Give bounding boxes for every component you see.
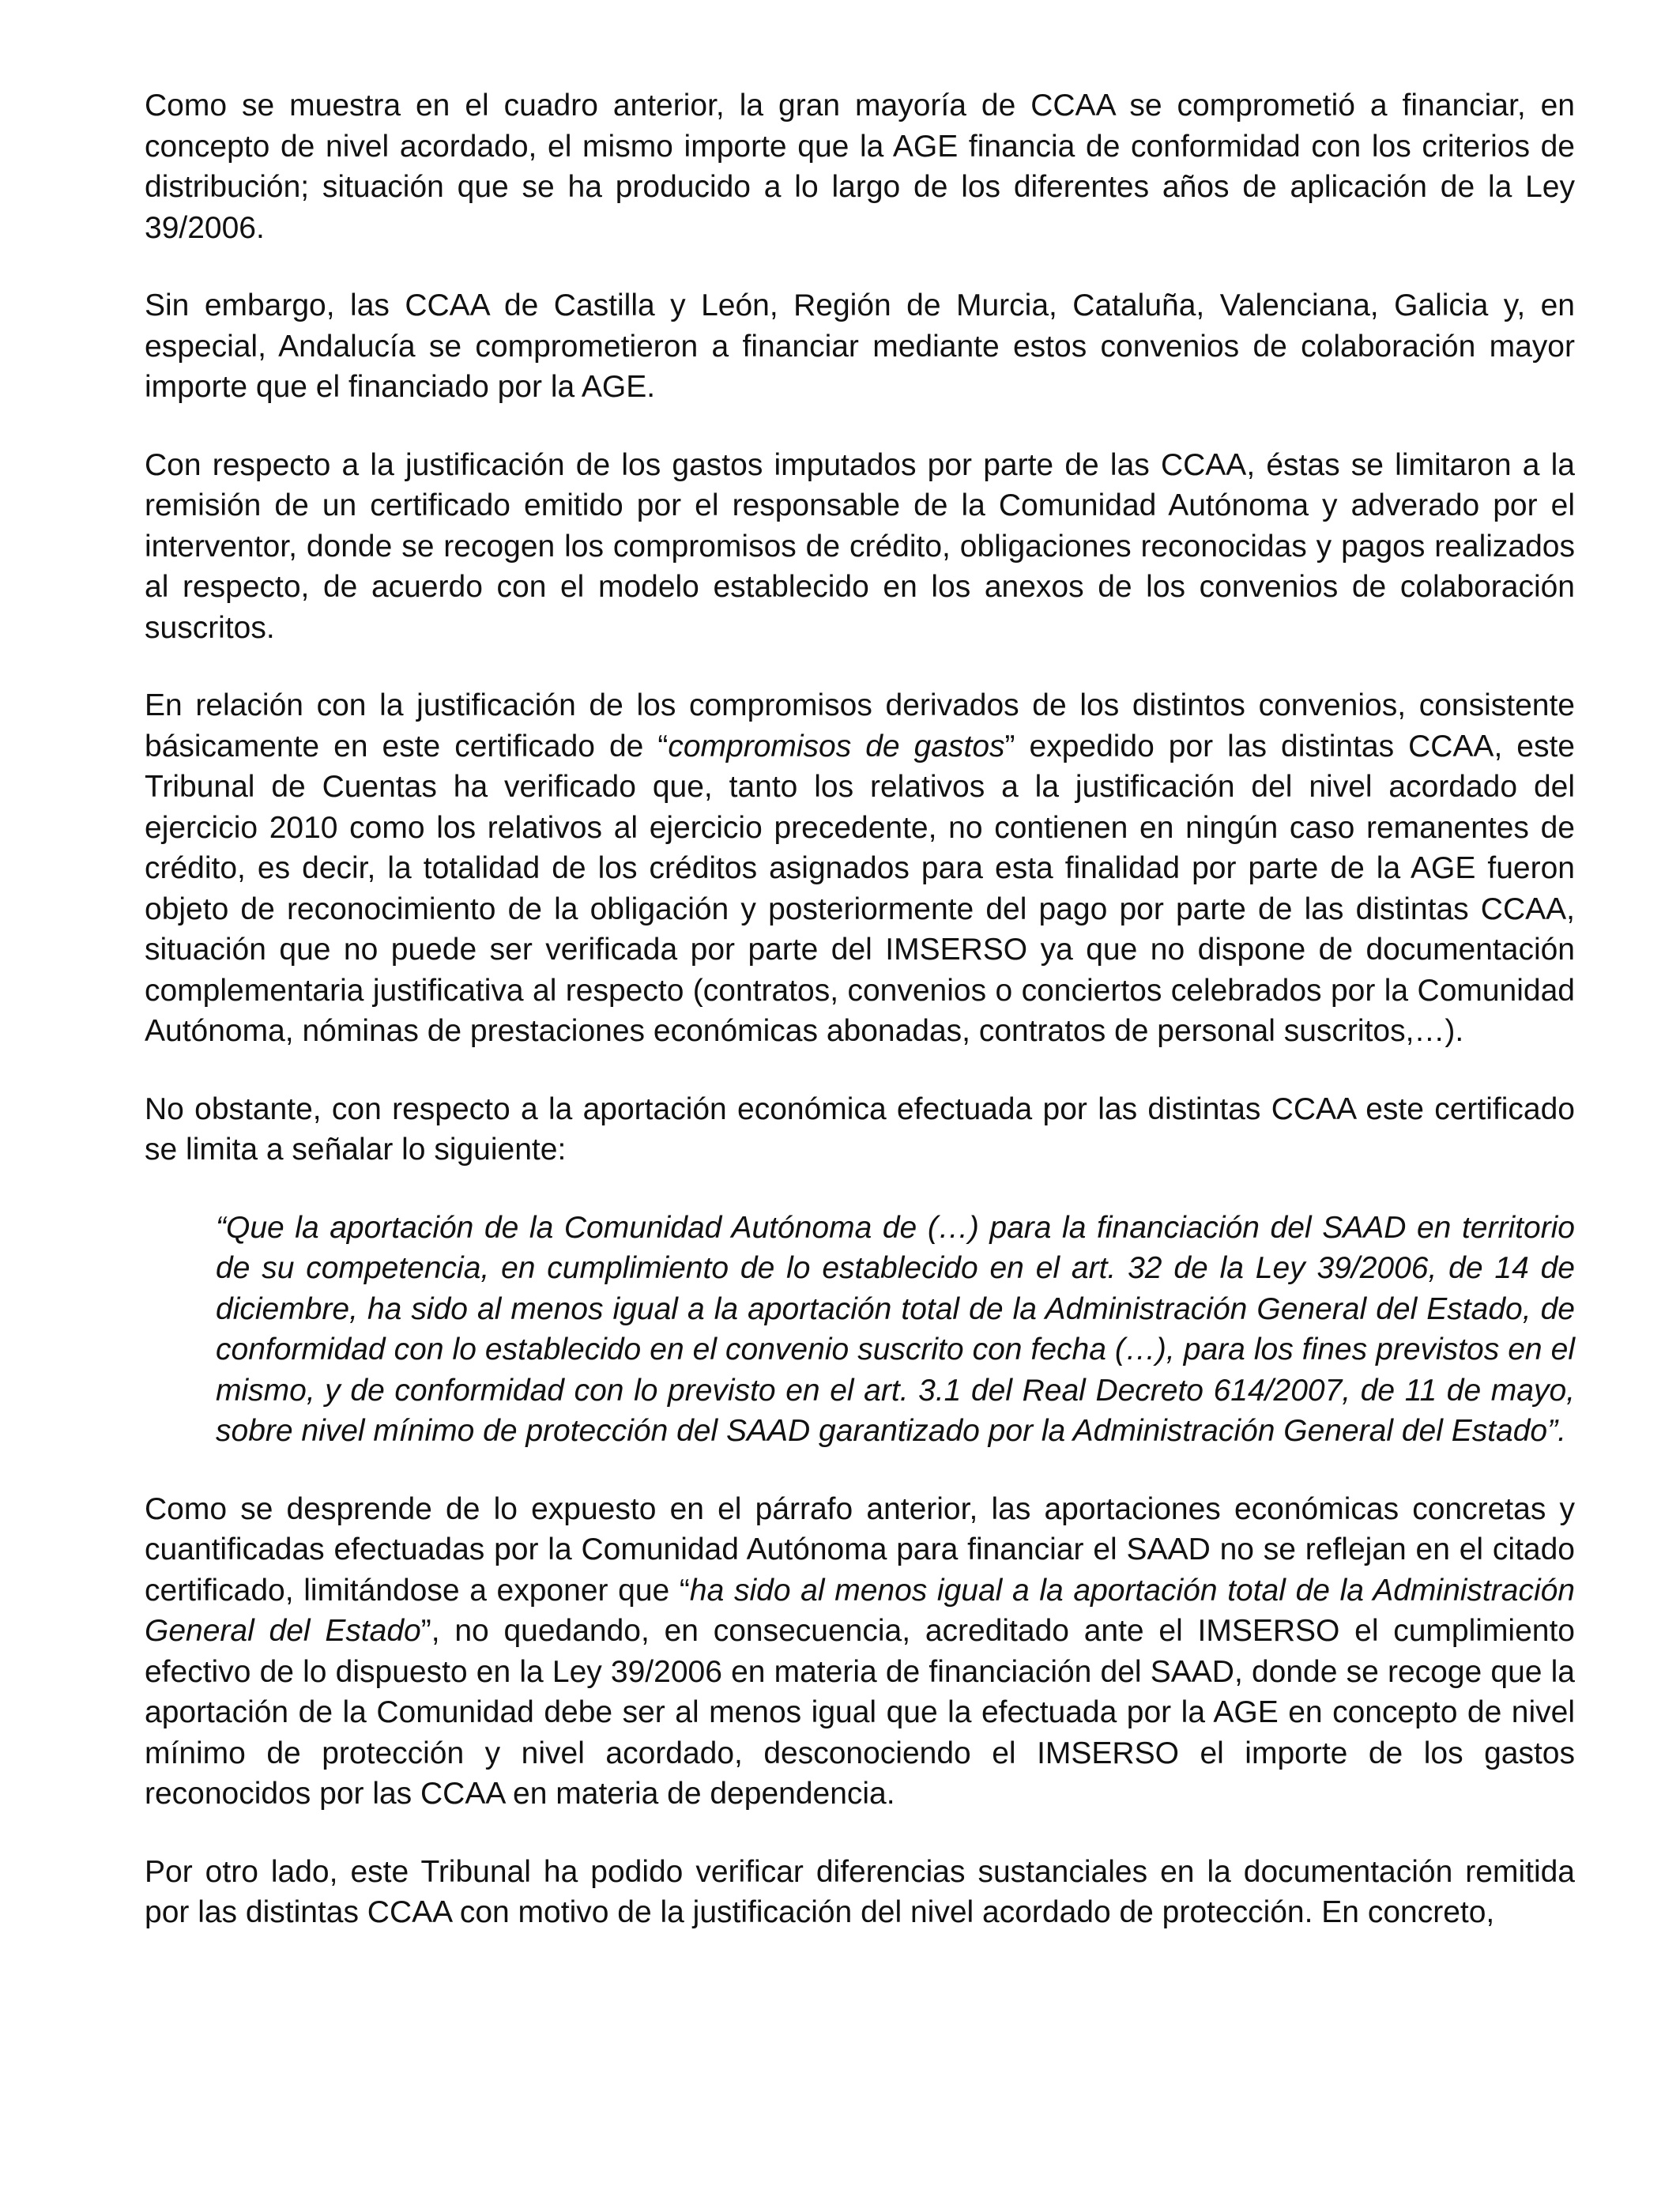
- paragraph-5: No obstante, con respecto a la aportación económica efectuada por las distintas CCAA este certificado se limita a señalar lo siguiente:: [145, 1091, 1575, 1167]
- paragraph-6-text-before: Como se desprende de lo expuesto en el párrafo anterior, las aportaciones económicas concretas y cuantificadas efectuadas por la Comunidad Autónoma para financiar el SAAD no se reflejan en el citado certificado, limitándose a exponer que “: [145, 1491, 1575, 1608]
- paragraph-4-text-after: ” expedido por las distintas CCAA, este Tribunal de Cuentas ha verificado que, tanto los relativos a la justificación del nivel acordado del ejercicio 2010 como los relativos al ejercicio precedente, no contienen en ningún caso remanentes de crédito, es decir, la totalidad de los créditos asignados para esta finalidad por parte de la AGE fueron objeto de reconocimiento de la obligación y posteriormente del pago por parte de las distintas CCAA, situación que no puede ser verificada por parte del IMSERSO ya que no dispone de documentación complementaria justificativa al respecto (contratos, convenios o conciertos celebrados por la Comunidad Autónoma, nóminas de prestaciones económicas abonadas, contratos de personal suscritos,…).: [145, 729, 1575, 1048]
- paragraph-6-italic-quote: ha sido al menos igual a la aportación total de la Administración General del Estado: [145, 1573, 1575, 1648]
- paragraph-7: Por otro lado, este Tribunal ha podido verificar diferencias sustanciales en la documentación remitida por las distintas CCAA con motivo de la justificación del nivel acordado de protección. En concreto,: [145, 1854, 1575, 1929]
- paragraph-4: [145, 685, 1575, 1052]
- paragraph-4-text-before: En relación con la justificación de los compromisos derivados de los distintos convenios, consistente básicamente en este certificado de “: [145, 688, 1575, 763]
- block-quote: “Que la aportación de la Comunidad Autónoma de (…) para la financiación del SAAD en territorio de su competencia, en cumplimiento de lo establecido en el art. 32 de la Ley 39/2006, de 14 de diciembre, ha sido al menos igual a la aportación total de la Administración General del Estado, de conformidad con lo establecido en el convenio suscrito con fecha (…), para los fines previstos en el mismo, y de conformidad con lo previsto en el art. 3.1 del Real Decreto 614/2007, de 11 de mayo, sobre nivel mínimo de protección del SAAD garantizado por la Administración General del Estado”.: [216, 1210, 1575, 1448]
- paragraph-2: Sin embargo, las CCAA de Castilla y León, Región de Murcia, Cataluña, Valenciana, Galicia y, en especial, Andalucía se comprometieron a financiar mediante estos convenios de colaboración mayor importe que el financiado por la AGE.: [145, 288, 1575, 404]
- paragraph-1: Como se muestra en el cuadro anterior, la gran mayoría de CCAA se comprometió a financiar, en concepto de nivel acordado, el mismo importe que la AGE financia de conformidad con los criterios de distribución; situación que se ha producido a lo largo de los diferentes años de aplicación de la Ley 39/2006.: [145, 89, 1575, 245]
- paragraph-3: Con respecto a la justificación de los gastos imputados por parte de las CCAA, éstas se limitaron a la remisión de un certificado emitido por el responsable de la Comunidad Autónoma y adverado por el interventor, donde se recogen los compromisos de crédito, obligaciones reconocidas y pagos realizados al respecto, de acuerdo con el modelo establecido en los anexos de los convenios de colaboración suscritos.: [145, 447, 1575, 645]
- paragraph-6-text-after: ”, no quedando, en consecuencia, acreditado ante el IMSERSO el cumplimiento efectivo de lo dispuesto en la Ley 39/2006 en materia de financiación del SAAD, donde se recoge que la aportación de la Comunidad debe ser al menos igual que la efectuada por la AGE en concepto de nivel mínimo de protección y nivel acordado, desconociendo el IMSERSO el importe de los gastos reconocidos por las CCAA en materia de dependencia.: [145, 1614, 1575, 1811]
- document-page: [145, 85, 1575, 1970]
- paragraph-4-italic-term: compromisos de gastos: [668, 729, 1005, 763]
- paragraph-6: [145, 1489, 1575, 1815]
